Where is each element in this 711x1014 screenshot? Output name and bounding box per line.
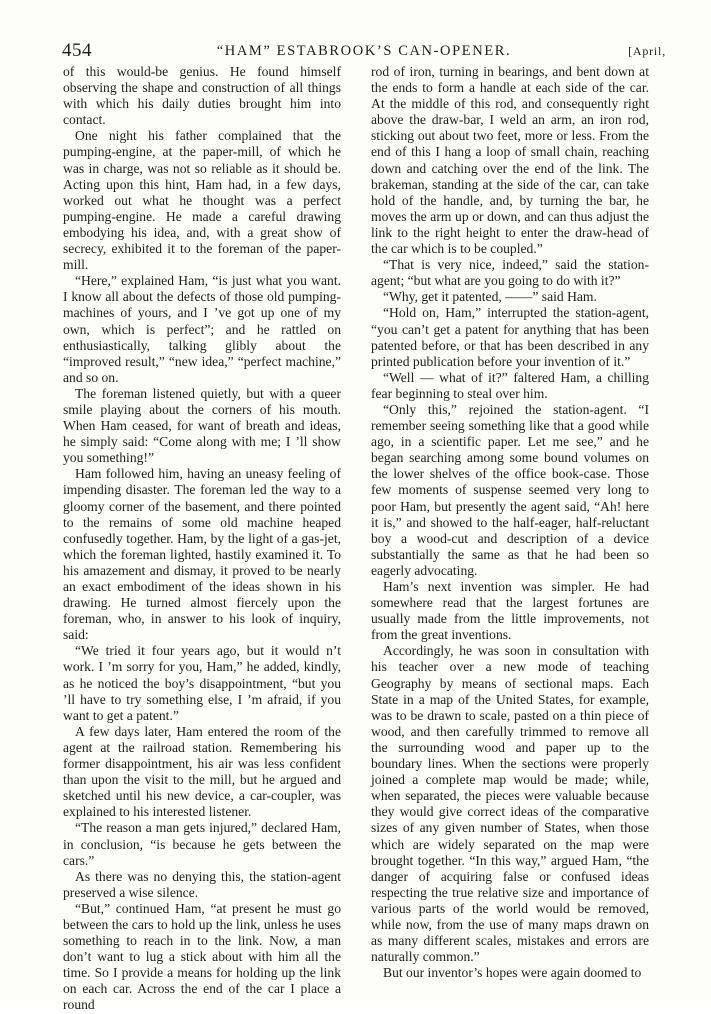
paragraph: “The reason a man gets injured,” declared Ham, in conclusion, “is because he gets between the cars.” bbox=[63, 820, 341, 868]
paragraph: Accordingly, he was soon in consultation with his teacher over a new mode of teaching Geography by means of sectional maps. Each State in a map of the United States, for example, was to be drawn to scale, pasted on a thin piece of wood, and then carefully trimmed to remove all the surrounding wood and paper up to the boundary lines. When the sections were properly joined a complete map would be made; while, when separated, the pieces were valuable because they would give correct ideas of the comparative sizes of any given number of States, when those which are widely separated on the map were brought together. “In this way,” argued Ham, “the danger of acquiring false or confused ideas respecting the true relative size and importance of various parts of the world would be removed, while now, from the use of many maps drawn on as many different scales, mistakes and errors are naturally common.” bbox=[371, 643, 649, 965]
paragraph: Ham followed him, having an uneasy feeling of impending disaster. The foreman led the way to a gloomy corner of the basement, and there pointed to the remains of some old machine heaped confusedly together. Ham, by the light of a gas-jet, which the foreman lighted, hastily examined it. To his amazement and dismay, it proved to be nearly an exact embodiment of the ideas shown in his drawing. He turned almost fiercely upon the foreman, who, in answer to his look of inquiry, said: bbox=[63, 466, 341, 643]
paragraph: “That is very nice, indeed,” said the station-agent; “but what are you going to do with it?” bbox=[371, 257, 649, 289]
paragraph: “Only this,” rejoined the station-agent. “I remember seeing something like that a good while ago, in a scientific paper. Let me see,” and he began searching among some bound volumes on the lower shelves of the office book-case. Those few moments of suspense seemed very long to poor Ham, but presently the agent said, “Ah! here it is,” and showed to the half-eager, half-reluctant boy a wood-cut and description of a device substantially the same as that he had been so eagerly advocating. bbox=[371, 401, 649, 578]
paragraph: “Well — what of it?” faltered Ham, a chilling fear beginning to steal over him. bbox=[371, 369, 649, 401]
issue-month: [April, bbox=[628, 44, 666, 58]
paragraph: “But,” continued Ham, “at present he must go between the cars to hold up the link, unless he uses something to reach in to the link. Now, a man don’t want to lug a stick about with him all the time. So I provide a means for holding up the link on each car. Across the end of the car I place a round bbox=[63, 900, 341, 1013]
paragraph: rod of iron, turning in bearings, and bent down at the ends to form a handle at each side of the car. At the middle of this rod, and consequently right above the draw-bar, I weld an arm, an iron rod, sticking out about two feet, more or less. From the end of this I hang a loop of small chain, reaching down and catching over the end of the link. The brakeman, standing at the side of the car, can take hold of the handle, and, by turning the bar, he moves the arm up or down, and can thus adjust the link to the right height to enter the draw-head of the car which is to be coupled.” bbox=[371, 64, 649, 257]
paragraph: of this would-be genius. He found himself observing the shape and construction of all things with which his daily duties brought him into contact. bbox=[63, 64, 341, 128]
paragraph: “Hold on, Ham,” interrupted the station-agent, “you can’t get a patent for anything that has been patented before, or that has been described in any printed publication before your invention of it.” bbox=[371, 305, 649, 369]
running-header bbox=[62, 40, 666, 66]
paragraph: One night his father complained that the pumping-engine, at the paper-mill, of which he was in charge, was not so reliable as it should be. Acting upon this hint, Ham had, in a few days, worked out what he thought was a perfect pumping-engine. He made a careful drawing embodying his idea, and, with a great show of secrecy, exhibited it to the foreman of the paper-mill. bbox=[63, 128, 341, 273]
paragraph: “We tried it four years ago, but it would n’t work. I ’m sorry for you, Ham,” he added, kindly, as he noticed the boy’s disappointment, “but you ’ll have to try something else, I ’m afraid, if you want to get a patent.” bbox=[63, 643, 341, 723]
paragraph: The foreman listened quietly, but with a queer smile playing about the corners of his mouth. When Ham ceased, for want of breath and ideas, he simply said: “Come along with me; I ’ll show you something!” bbox=[63, 385, 341, 466]
running-title: “HAM” ESTABROOK’S CAN-OPENER. bbox=[216, 43, 512, 59]
paragraph: But our inventor’s hopes were again doomed to bbox=[383, 965, 642, 981]
paragraph: A few days later, Ham entered the room of the agent at the railroad station. Remembering his former disappointment, his air was less confident than upon the visit to the mill, but he argued and sketched until his new device, a car-coupler, was explained to his interested listener. bbox=[63, 723, 341, 820]
page-number: 454 bbox=[62, 40, 92, 61]
left-column bbox=[63, 64, 341, 1014]
paragraph: “Here,” explained Ham, “is just what you want. I know all about the defects of those old pumping-machines of yours, and I ’ve got up one of my own, which is perfect”; and he rattled on enthusiastically, talking glibly about the “improved result,” “new idea,” “perfect machine,” and so on. bbox=[63, 273, 341, 385]
paragraph: Ham’s next invention was simpler. He had somewhere read that the largest fortunes are usually made from the little improvements, not from the great inventions. bbox=[371, 579, 649, 643]
paragraph: “Why, get it patented, ——” said Ham. bbox=[383, 289, 597, 305]
paragraph: As there was no denying this, the station-agent preserved a wise silence. bbox=[63, 868, 341, 900]
right-column bbox=[371, 64, 649, 981]
